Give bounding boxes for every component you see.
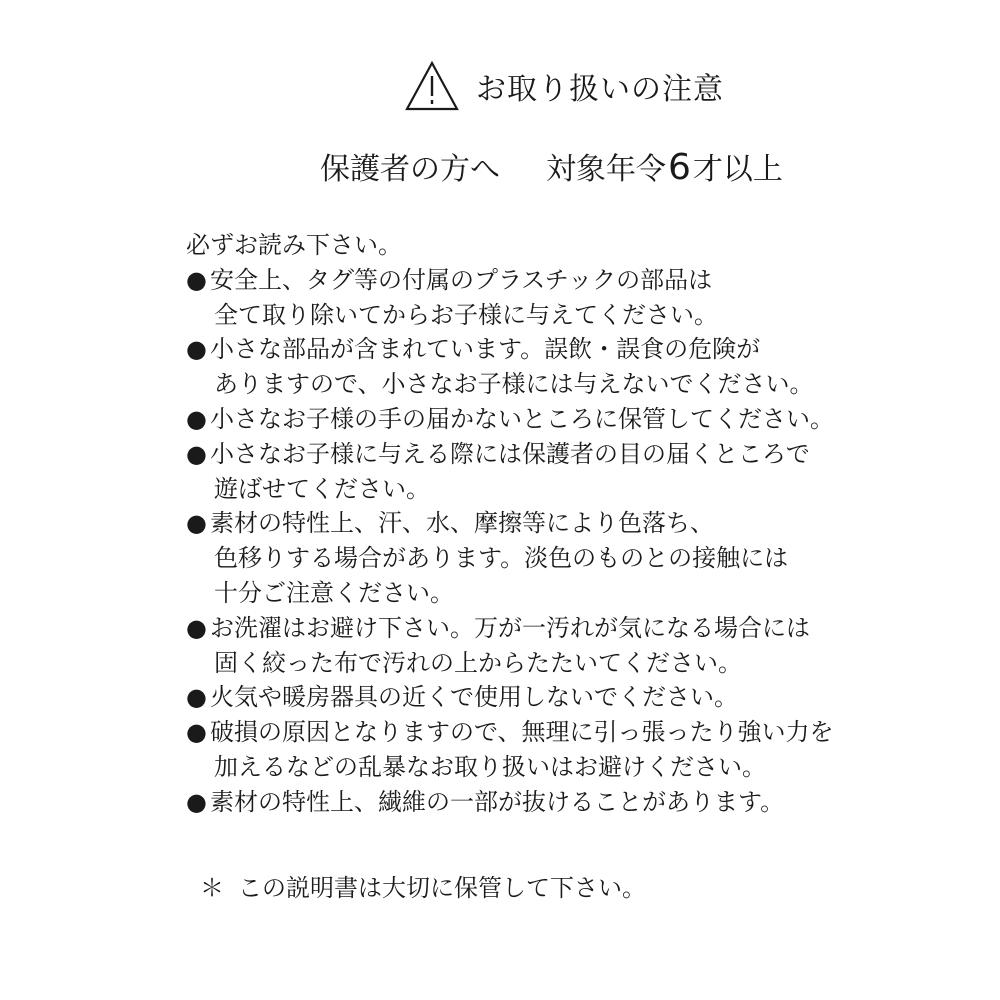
page-title: お取り扱いの注意 bbox=[476, 72, 724, 107]
notice-item-text: 遊ばせてください。 bbox=[214, 474, 430, 503]
notice-item-text: 破損の原因となりますので、無理に引っ張ったり強い力を bbox=[210, 718, 834, 747]
guardian-line bbox=[320, 144, 783, 188]
bullet-icon: ● bbox=[186, 509, 207, 538]
target-age-suffix: 才以上 bbox=[692, 152, 783, 187]
notice-item-line bbox=[186, 437, 876, 472]
notice-header bbox=[404, 58, 724, 114]
notice-item-text: 十分ご注意ください。 bbox=[214, 578, 454, 607]
notice-item bbox=[186, 715, 876, 785]
notice-item-line bbox=[186, 472, 876, 507]
footnote-mark: ＊ bbox=[200, 874, 224, 902]
notice-item-text: 安全上、タグ等の付属のプラスチックの部品は bbox=[210, 265, 713, 294]
bullet-icon: ● bbox=[186, 683, 207, 712]
bullet-icon: ● bbox=[186, 404, 207, 433]
notice-item-text: 小さなお子様の手の届かないところに保管してください。 bbox=[210, 404, 834, 433]
to-guardian-text: 保護者の方へ bbox=[320, 152, 500, 187]
bullet-icon: ● bbox=[186, 613, 207, 642]
notice-item-text: 小さなお子様に与える際には保護者の目の届くところで bbox=[210, 439, 810, 468]
footnote bbox=[200, 868, 646, 903]
notice-item-line bbox=[186, 506, 876, 541]
footnote-text: この説明書は大切に保管して下さい。 bbox=[238, 874, 646, 902]
notice-item-line bbox=[186, 367, 876, 402]
notice-item bbox=[186, 263, 876, 333]
bullet-icon: ● bbox=[186, 787, 207, 816]
notice-item-line bbox=[186, 332, 876, 367]
notice-item-line bbox=[186, 680, 876, 715]
notice-item-text: 加えるなどの乱暴なお取り扱いはお避けください。 bbox=[214, 752, 766, 781]
warning-triangle-icon bbox=[404, 60, 460, 112]
notice-item-line bbox=[186, 611, 876, 646]
notice-item-text: 素材の特性上、汗、水、摩擦等により色落ち、 bbox=[210, 509, 714, 538]
notice-item-text: 小さな部品が含まれています。誤飲・誤食の危険が bbox=[210, 335, 761, 364]
notice-item bbox=[186, 785, 876, 820]
bullet-icon: ● bbox=[186, 718, 207, 747]
notice-intro: 必ずお読み下さい。 bbox=[186, 231, 402, 259]
notice-item-line bbox=[186, 750, 876, 785]
notice-item bbox=[186, 680, 876, 715]
notice-item bbox=[186, 332, 876, 402]
target-age-prefix: 対象年令 bbox=[546, 152, 666, 187]
bullet-icon: ● bbox=[186, 265, 207, 294]
notice-item-line bbox=[186, 541, 876, 576]
notice-item bbox=[186, 506, 876, 610]
notice-item-line bbox=[186, 646, 876, 681]
notice-item-text: 固く絞った布で汚れの上からたたいてください。 bbox=[214, 648, 742, 677]
notice-item-text: 火気や暖房器具の近くで使用しないでください。 bbox=[210, 683, 738, 712]
notice-list bbox=[186, 228, 876, 820]
notice-item-line bbox=[186, 263, 876, 298]
notice-item-text: 素材の特性上、繊維の一部が抜けることがあります。 bbox=[210, 787, 785, 816]
notice-item bbox=[186, 402, 876, 437]
notice-items bbox=[186, 263, 876, 820]
target-age-text bbox=[546, 144, 783, 188]
notice-item-line bbox=[186, 785, 876, 820]
notice-item-text: 色移りする場合があります。淡色のものとの接触には bbox=[214, 544, 789, 573]
bullet-icon: ● bbox=[186, 335, 207, 364]
notice-item-line bbox=[186, 402, 876, 437]
notice-item bbox=[186, 437, 876, 507]
notice-item-line bbox=[186, 715, 876, 750]
notice-item-text: ありますので、小さなお子様には与えないでください。 bbox=[214, 370, 814, 399]
notice-item-text: 全て取り除いてからお子様に与えてください。 bbox=[214, 300, 718, 329]
bullet-icon: ● bbox=[186, 439, 207, 468]
notice-item bbox=[186, 611, 876, 681]
target-age-value: 6 bbox=[668, 147, 691, 188]
notice-item-line bbox=[186, 298, 876, 333]
notice-item-line bbox=[186, 576, 876, 611]
notice-item-text: お洗濯はお避け下さい。万が一汚れが気になる場合には bbox=[210, 613, 810, 642]
